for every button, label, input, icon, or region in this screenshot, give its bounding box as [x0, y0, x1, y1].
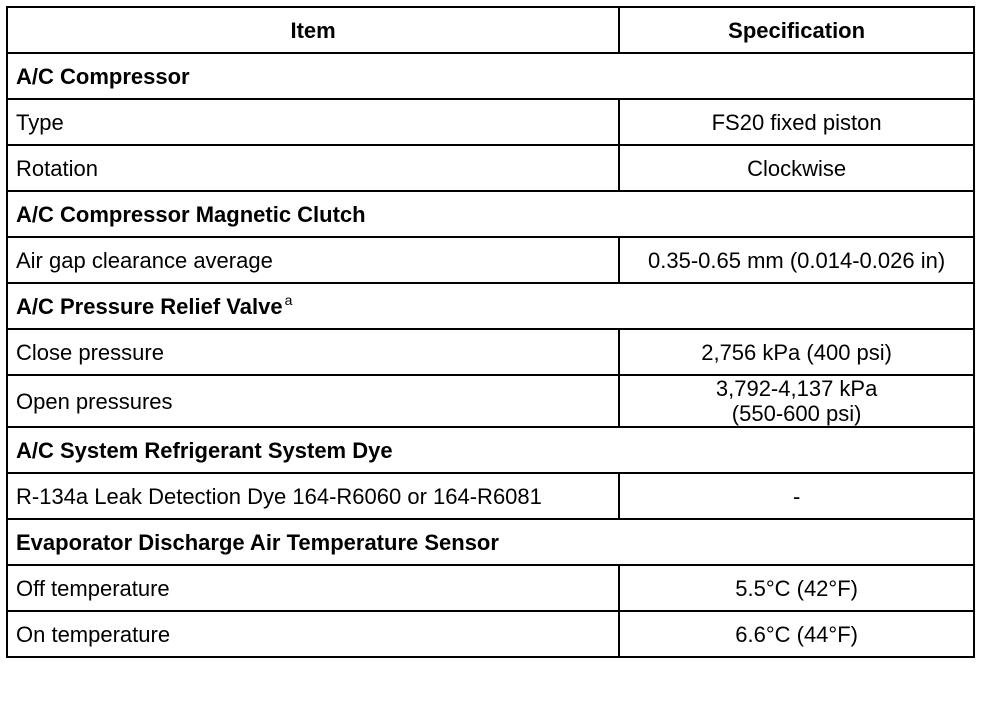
value-air-gap: 0.35-0.65 mm (0.014-0.026 in) [619, 237, 974, 283]
footnote-marker: a [284, 292, 293, 309]
table-row [7, 611, 974, 657]
value-rotation: Clockwise [619, 145, 974, 191]
table-row [7, 99, 974, 145]
value-close-pressure: 2,756 kPa (400 psi) [619, 329, 974, 375]
item-off-temperature: Off temperature [7, 565, 619, 611]
section-title-clutch: A/C Compressor Magnetic Clutch [7, 191, 974, 237]
section-row-clutch [7, 191, 974, 237]
section-row-dye [7, 427, 974, 473]
table-row [7, 473, 974, 519]
item-leak-dye: R-134a Leak Detection Dye 164-R6060 or 164-R6081 [7, 473, 619, 519]
open-pressure-psi: (550-600 psi) [731, 401, 862, 426]
header-item: Item [7, 7, 619, 53]
value-leak-dye: - [619, 473, 974, 519]
item-close-pressure: Close pressure [7, 329, 619, 375]
value-open-pressures [619, 375, 974, 427]
section-title-dye: A/C System Refrigerant System Dye [7, 427, 974, 473]
table-row [7, 237, 974, 283]
section-title-relief-valve [7, 283, 974, 329]
section-row-compressor [7, 53, 974, 99]
section-title-compressor: A/C Compressor [7, 53, 974, 99]
item-rotation: Rotation [7, 145, 619, 191]
table-row [7, 565, 974, 611]
header-specification: Specification [619, 7, 974, 53]
specification-table [6, 6, 975, 658]
item-open-pressures: Open pressures [7, 375, 619, 427]
section-title-sensor: Evaporator Discharge Air Temperature Sensor [7, 519, 974, 565]
value-off-temperature: 5.5°C (42°F) [619, 565, 974, 611]
value-type: FS20 fixed piston [619, 99, 974, 145]
table-row [7, 145, 974, 191]
table-row [7, 375, 974, 427]
open-pressure-kpa: 3,792-4,137 kPa [715, 376, 878, 401]
header-row [7, 7, 974, 53]
section-row-sensor [7, 519, 974, 565]
item-on-temperature: On temperature [7, 611, 619, 657]
item-air-gap: Air gap clearance average [7, 237, 619, 283]
value-on-temperature: 6.6°C (44°F) [619, 611, 974, 657]
table-row [7, 329, 974, 375]
section-row-relief-valve [7, 283, 974, 329]
item-type: Type [7, 99, 619, 145]
relief-valve-title: A/C Pressure Relief Valve [16, 293, 283, 319]
